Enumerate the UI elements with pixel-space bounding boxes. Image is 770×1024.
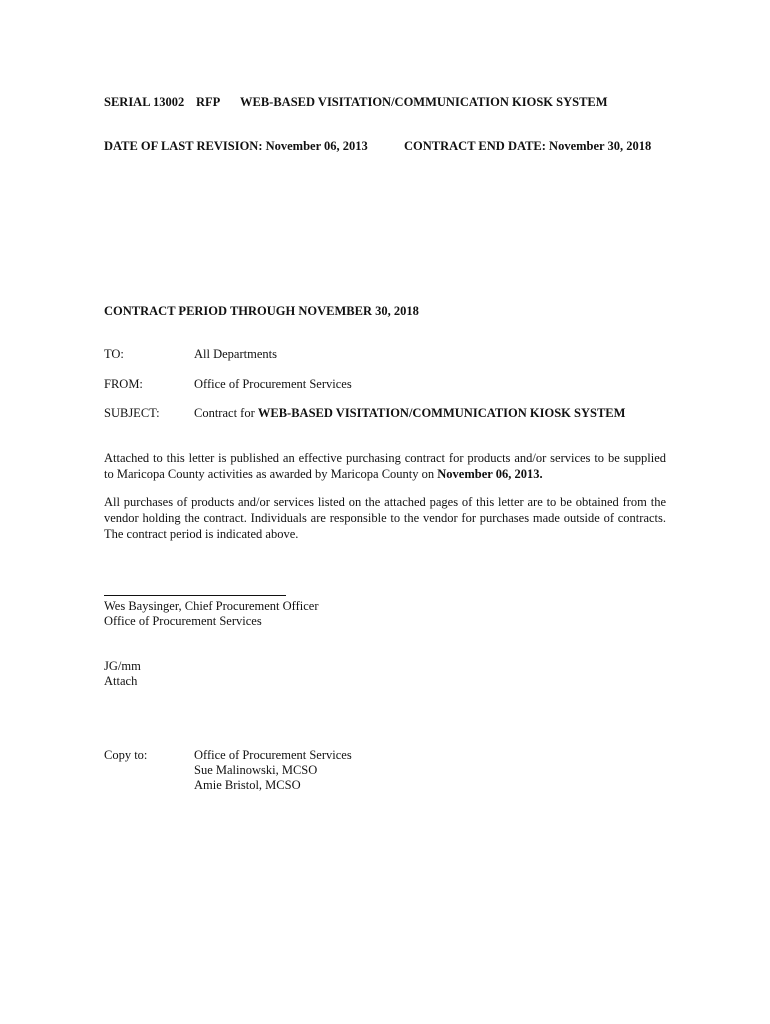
document-title: WEB-BASED VISITATION/COMMUNICATION KIOSK SYSTEM xyxy=(240,95,608,109)
subject-line xyxy=(194,405,625,421)
to-value: All Departments xyxy=(194,347,277,361)
signatory-office: Office of Procurement Services xyxy=(104,614,262,628)
contract-period: CONTRACT PERIOD THROUGH NOVEMBER 30, 2018 xyxy=(104,304,419,318)
paragraph-1-text: Attached to this letter is published an effective purchasing contract for products and/or services to be supplied to Maricopa County activities as awarded by Maricopa County on xyxy=(104,451,666,481)
contract-end-date: CONTRACT END DATE: November 30, 2018 xyxy=(404,139,652,153)
body-paragraph-1 xyxy=(104,450,666,482)
signatory-name: Wes Baysinger, Chief Procurement Officer xyxy=(104,599,319,613)
revision-date: DATE OF LAST REVISION: November 06, 2013 xyxy=(104,139,368,153)
copy-recipient: Sue Malinowski, MCSO xyxy=(194,763,318,777)
subject-value: WEB-BASED VISITATION/COMMUNICATION KIOSK SYSTEM xyxy=(257,406,626,420)
initials: JG/mm xyxy=(104,659,141,673)
to-label: TO: xyxy=(104,347,124,361)
subject-prefix: Contract for xyxy=(194,406,258,420)
from-value: Office of Procurement Services xyxy=(194,377,352,391)
award-date: November 06, 2013. xyxy=(437,467,543,481)
copy-recipient: Amie Bristol, MCSO xyxy=(194,778,301,792)
subject-label: SUBJECT: xyxy=(104,406,160,420)
from-label: FROM: xyxy=(104,377,143,391)
signature-line xyxy=(104,595,286,596)
serial-number: SERIAL 13002 xyxy=(104,95,185,109)
copy-recipient: Office of Procurement Services xyxy=(194,748,352,762)
document-type: RFP xyxy=(196,95,221,109)
copy-to-label: Copy to: xyxy=(104,748,148,762)
body-paragraph-2: All purchases of products and/or services listed on the attached pages of this letter are to be obtained from the vendor holding the contract. Individuals are responsible to the vendor for purchases made outside of contracts. The contract period is indicated above. xyxy=(104,495,666,541)
attach-note: Attach xyxy=(104,674,138,688)
